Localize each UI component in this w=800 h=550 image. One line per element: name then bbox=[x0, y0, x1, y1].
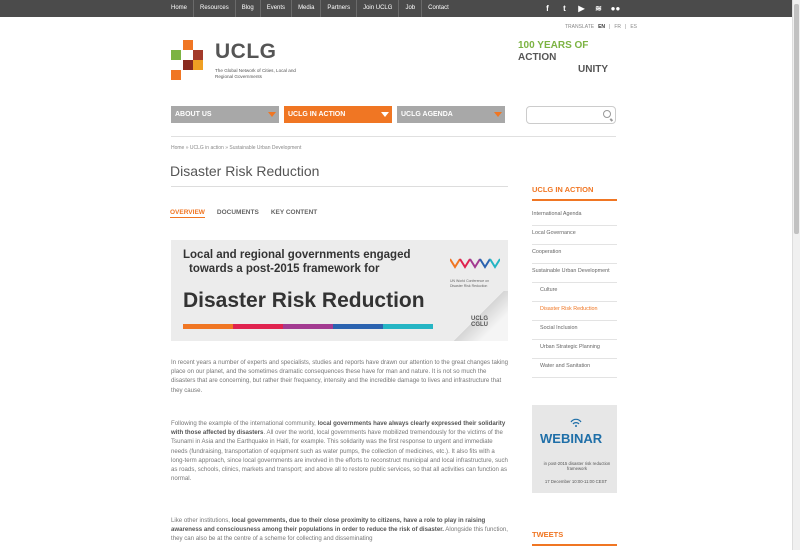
topnav-media[interactable]: Media bbox=[291, 0, 320, 17]
text-run: Like other institutions, bbox=[171, 517, 232, 524]
nav-label: UCLG AGENDA bbox=[401, 111, 453, 118]
tab-documents[interactable]: DOCUMENTS bbox=[216, 209, 259, 216]
content-tabs bbox=[170, 209, 317, 218]
topnav-join[interactable]: Join UCLG bbox=[356, 0, 398, 17]
tab-overview[interactable]: OVERVIEW bbox=[170, 209, 205, 216]
uclg-logo[interactable] bbox=[171, 40, 331, 90]
topnav-contact[interactable]: Contact bbox=[421, 0, 455, 17]
logo-square bbox=[193, 60, 203, 70]
paragraph bbox=[171, 516, 510, 544]
chevron-down-icon bbox=[268, 112, 276, 117]
sidebar-item-disaster-risk-reduction[interactable]: Disaster Risk Reduction bbox=[532, 302, 617, 321]
webinar-banner[interactable] bbox=[532, 405, 617, 493]
lang-fr[interactable]: FR bbox=[614, 24, 622, 30]
sidebar-item-local-governance[interactable]: Local Governance bbox=[532, 226, 617, 245]
anniversary-text: 100 YEARS OF bbox=[518, 40, 589, 51]
logo-square bbox=[193, 50, 203, 60]
topnav-job[interactable]: Job bbox=[398, 0, 421, 17]
webinar-subtitle: in post-2015 disaster risk reduction framework bbox=[543, 461, 611, 471]
sidebar-item-cooperation[interactable]: Cooperation bbox=[532, 245, 617, 264]
search-input[interactable] bbox=[526, 106, 616, 124]
top-bar bbox=[0, 0, 792, 17]
logo-square bbox=[183, 40, 193, 50]
page-title: Disaster Risk Reduction bbox=[170, 163, 320, 179]
brand-uclg: UCLG bbox=[471, 316, 488, 322]
logo-square bbox=[183, 60, 193, 70]
conference-logo bbox=[450, 257, 500, 269]
header-divider bbox=[171, 136, 616, 137]
facebook-icon[interactable]: f bbox=[546, 4, 549, 13]
title-divider bbox=[171, 186, 508, 187]
anniversary-action: ACTION bbox=[518, 52, 557, 63]
banner-stripe bbox=[383, 324, 433, 329]
social-links bbox=[542, 3, 621, 14]
topnav-resources[interactable]: Resources bbox=[193, 0, 235, 17]
sidebar-item-water-and-sanitation[interactable]: Water and Sanitation bbox=[532, 359, 617, 378]
topnav-partners[interactable]: Partners bbox=[320, 0, 356, 17]
sidebar-title: UCLG IN ACTION bbox=[532, 185, 594, 194]
scrollbar[interactable] bbox=[792, 0, 800, 550]
brand-cglu: CGLU bbox=[471, 322, 488, 328]
topnav-events[interactable]: Events bbox=[260, 0, 291, 17]
webinar-title: WEBINAR bbox=[540, 431, 603, 446]
main-nav bbox=[171, 106, 505, 123]
chevron-down-icon bbox=[494, 112, 502, 117]
nav-uclg-agenda[interactable] bbox=[397, 106, 505, 123]
nav-about-us[interactable] bbox=[171, 106, 279, 123]
paragraph bbox=[171, 419, 510, 483]
sidebar-item-sustainable-urban-development[interactable]: Sustainable Urban Development bbox=[532, 264, 617, 283]
text-run: . All over the world, local governments have mobilized tremendously for the victims of the Tsunami in Asia and the Earthquake in Haiti, for example. This solidarity was the first response to urgent and immediate needs (fundraising, transportation of equipment such as water pumps, the collection of medicines, etc.). It also fits with a long-term approach, since local governments are involved in the efforts to reconstruct municipal and local infrastructure, such as roads, schools, clinics, markets and transport; and above all to restore public services, so that all activities can function as normal. bbox=[171, 429, 508, 483]
scrollbar-thumb[interactable] bbox=[794, 4, 799, 234]
banner-stripe bbox=[183, 324, 233, 329]
banner-stripe bbox=[333, 324, 383, 329]
broadcast-icon bbox=[570, 417, 582, 427]
chevron-down-icon bbox=[381, 112, 389, 117]
hero-banner bbox=[171, 240, 508, 341]
banner-stripe bbox=[283, 324, 333, 329]
anniversary-logo bbox=[518, 40, 628, 76]
lang-es[interactable]: ES bbox=[630, 24, 638, 30]
banner-stripe bbox=[233, 324, 283, 329]
sidebar-item-social-inclusion[interactable]: Social Inclusion bbox=[532, 321, 617, 340]
banner-line: towards a post-2015 framework for bbox=[189, 263, 380, 275]
text-run: Following the example of the international community, bbox=[171, 420, 318, 427]
logo-square bbox=[171, 70, 181, 80]
logo-tagline: The Global Network of Cities, Local and Regional Governments bbox=[215, 68, 296, 79]
text-run: Alongside this function, they can also be at the centre of a scheme for collecting and disseminating bbox=[171, 526, 508, 543]
nav-label: ABOUT US bbox=[175, 111, 212, 118]
tab-key-content[interactable]: KEY CONTENT bbox=[270, 209, 318, 216]
banner-title: Disaster Risk Reduction bbox=[183, 289, 425, 312]
sidebar-menu bbox=[532, 207, 617, 378]
sidebar-rule bbox=[532, 199, 617, 201]
topnav-blog[interactable]: Blog bbox=[235, 0, 260, 17]
rss-icon[interactable]: ≋ bbox=[595, 4, 602, 13]
text-bold: local governments, due to their close proximity to citizens, have a role to play in raising awareness and consciousness among their populations in order to reduce the risk of disaster. bbox=[171, 517, 486, 534]
sidebar-item-culture[interactable]: Culture bbox=[532, 283, 617, 302]
nav-uclg-in-action[interactable] bbox=[284, 106, 392, 123]
paragraph: In recent years a number of experts and specialists, studies and reports have drawn our attention to the great changes taking place on our planet, and the sometimes dramatic consequences these have for man and nature. It is not so much the disasters that are concerning, but rather their frequency, intensity and the incredible damage to lives and infrastructure that they cause. bbox=[171, 359, 509, 394]
logo-wordmark: UCLG bbox=[215, 40, 277, 63]
topnav-home[interactable]: Home bbox=[171, 5, 188, 11]
sidebar-item-international-agenda[interactable]: International Agenda bbox=[532, 207, 617, 226]
text-bold: local governments have always clearly expressed their solidarity with those affected by disasters bbox=[171, 420, 506, 437]
top-nav bbox=[165, 0, 455, 17]
flickr-icon[interactable]: ●● bbox=[610, 4, 621, 13]
twitter-icon[interactable]: t bbox=[563, 4, 566, 13]
search-icon[interactable] bbox=[603, 110, 611, 118]
banner-headline bbox=[183, 248, 411, 276]
nav-label: UCLG IN ACTION bbox=[288, 111, 346, 118]
youtube-icon[interactable]: ▶ bbox=[578, 4, 585, 13]
webinar-date: 17 December 10:00-11:00 CEST bbox=[544, 479, 608, 484]
lang-sep: | bbox=[609, 24, 611, 30]
translate-label: TRANSLATE bbox=[565, 24, 595, 30]
anniversary-unity: UNITY bbox=[578, 64, 608, 75]
language-selector bbox=[565, 24, 637, 30]
banner-line: Local and regional governments engaged bbox=[183, 249, 411, 261]
lang-en[interactable]: EN bbox=[598, 24, 606, 30]
conference-name: UN World Conference on Disaster Risk Reduction bbox=[450, 279, 490, 288]
sidebar-item-urban-strategic-planning[interactable]: Urban Strategic Planning bbox=[532, 340, 617, 359]
banner-brand bbox=[471, 316, 488, 328]
logo-square bbox=[171, 50, 181, 60]
lang-sep: | bbox=[625, 24, 627, 30]
tweets-rule bbox=[532, 544, 617, 546]
tweets-heading: TWEETS bbox=[532, 530, 564, 539]
breadcrumb[interactable]: Home » UCLG in action » Sustainable Urban Development bbox=[171, 145, 302, 151]
